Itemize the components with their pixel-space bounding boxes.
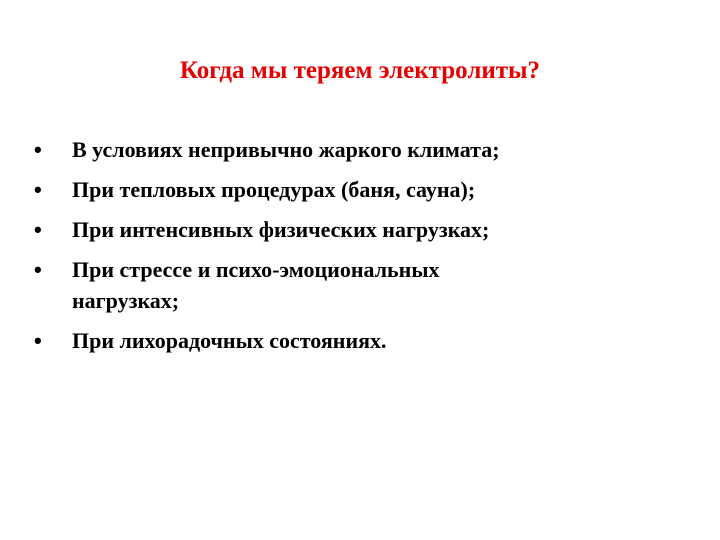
list-item	[34, 134, 674, 165]
bullet-dot-icon: •	[34, 137, 42, 162]
list-item	[34, 214, 674, 245]
bullet-text: В условиях непривычно жаркого климата;	[72, 137, 500, 162]
bullet-dot-icon: •	[34, 177, 42, 202]
list-item	[34, 254, 674, 316]
bullet-list	[34, 134, 674, 365]
list-item	[34, 174, 674, 205]
bullet-text: При интенсивных физических нагрузках;	[72, 217, 490, 242]
bullet-dot-icon: •	[34, 328, 42, 353]
bullet-text: При стрессе и психо-эмоциональных нагрузках;	[72, 257, 440, 313]
bullet-dot-icon: •	[34, 257, 42, 282]
bullet-text: При лихорадочных состояниях.	[72, 328, 387, 353]
slide-title: Когда мы теряем электролиты?	[179, 57, 541, 84]
list-item	[34, 325, 674, 356]
bullet-dot-icon: •	[34, 217, 42, 242]
bullet-text: При тепловых процедурах (баня, сауна);	[72, 177, 476, 202]
